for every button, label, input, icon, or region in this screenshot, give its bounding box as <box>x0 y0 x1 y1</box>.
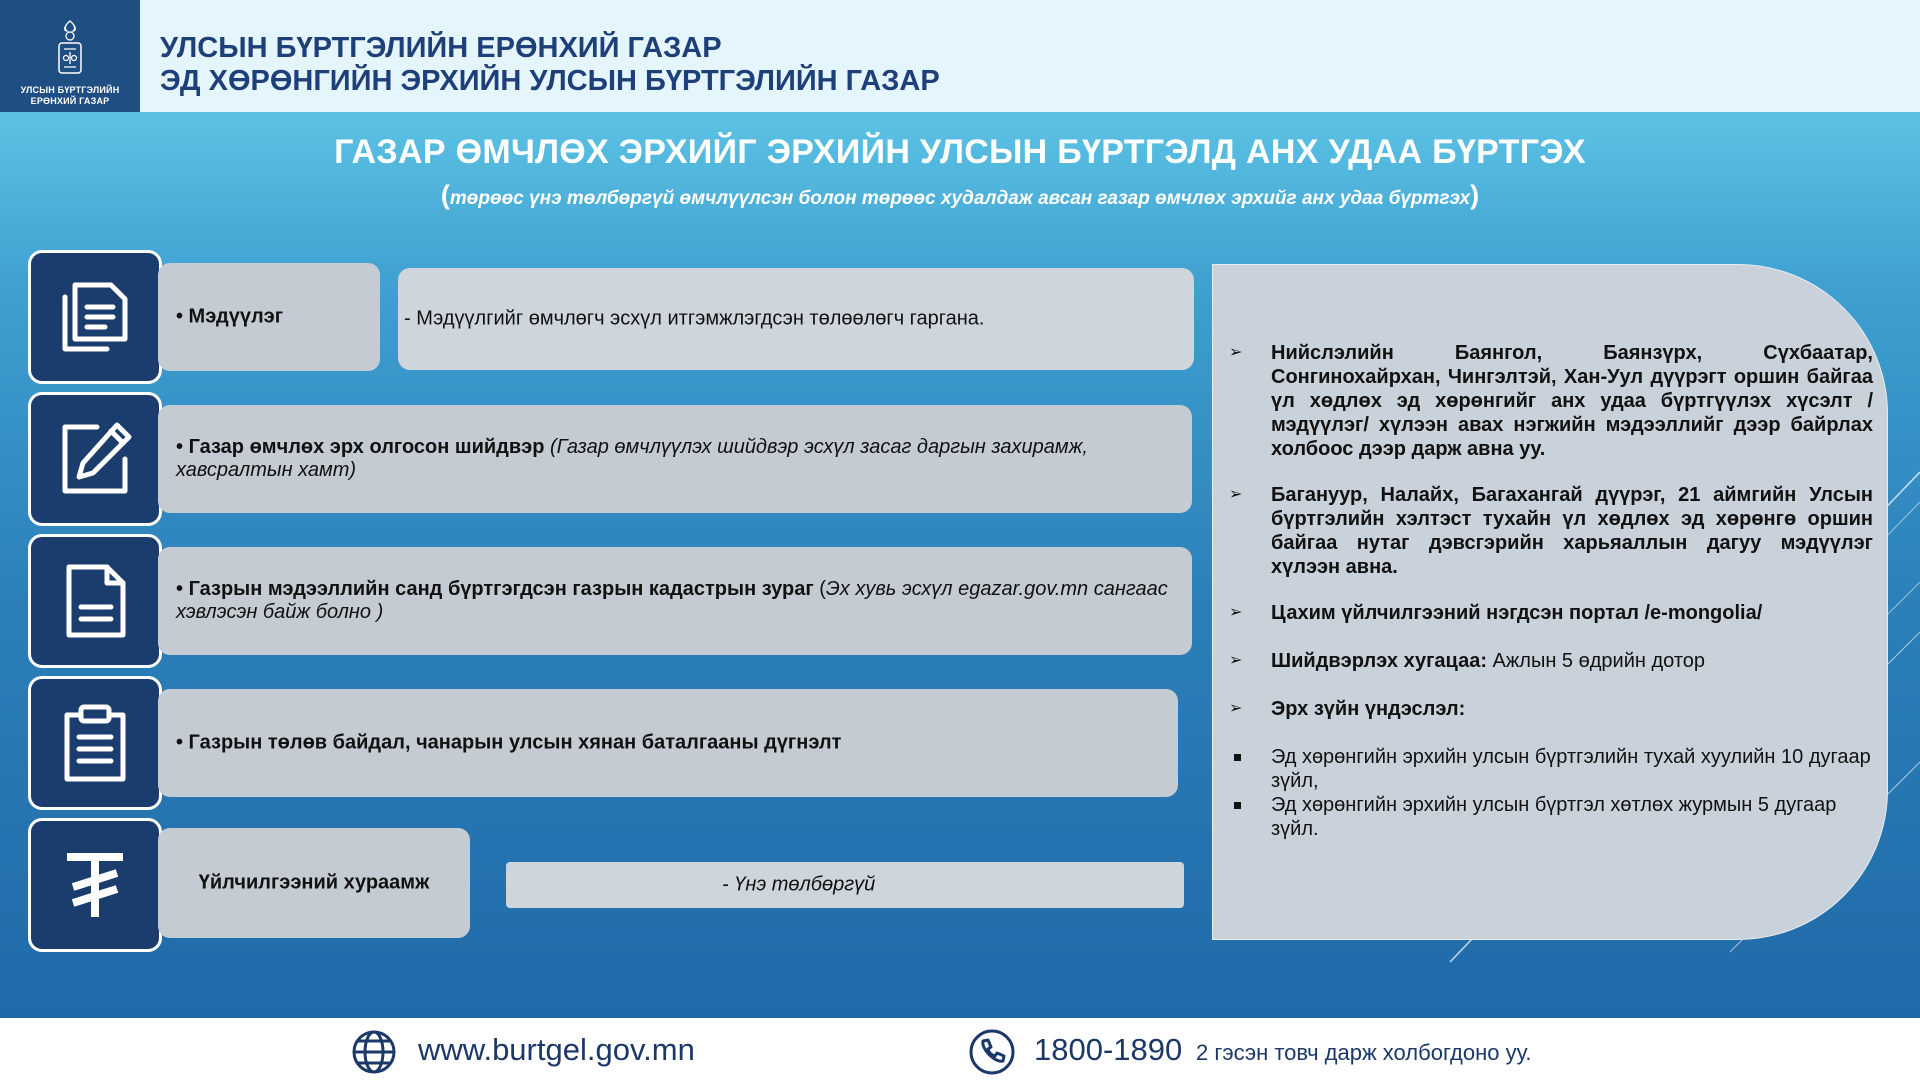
info-item-legal-basis: ➢ Эрх зүйн үндэслэл: <box>1229 698 1466 720</box>
requirement-land-decision-note: (Газар өмчлүүлэх шийдвэр эсхүл засаг даргын захирамж, хавсралтын хамт) <box>176 436 1088 481</box>
info-item-capital-districts: ➢ Нийслэлийн Баянгол, Баянзүрх, Сүхбаатар, Сонгинохайрхан, Чингэлтэй, Хан-Уул дүүрэгт оршин байгаа үл хөдлөх эд хөрөнгийг анх удаа бүртгүүлэх хүсэлт /мэдүүлэг/ хүлээн авах нэгжийн мэдээллийг дээр байрлах холбоос дээр дарж авна уу. <box>1229 342 1873 460</box>
page-title: ГАЗАР ӨМЧЛӨХ ЭРХИЙГ ЭРХИЙН УЛСЫН БҮРТГЭЛД АНХ УДАА БҮРТГЭХ <box>334 133 1586 171</box>
requirement-detail-application: - Мэдүүлгийг өмчлөгч эсхүл итгэмжлэгдсэн төлөөлөгч гаргана. <box>398 268 1194 370</box>
requirement-land-decision: • Газар өмчлөх эрх олгосон шийдвэр (Газар өмчлүүлэх шийдвэр эсхүл засаг даргын захирамж, хавсралтын хамт) <box>158 405 1192 513</box>
requirement-cadastral-map-label: Газрын мэдээллийн санд бүртгэгдсэн газрын кадастрын зураг <box>188 578 814 600</box>
arrow-bullet-icon: ➢ <box>1229 344 1243 361</box>
documents-icon <box>53 275 137 359</box>
clipboard-icon <box>53 701 137 785</box>
globe-icon <box>350 1028 398 1076</box>
service-fee-detail: - Үнэ төлбөргүй <box>506 862 1184 908</box>
arrow-bullet-icon: ➢ <box>1229 604 1243 621</box>
tugrik-icon <box>53 843 137 927</box>
website-link[interactable]: www.burtgel.gov.mn <box>418 1032 695 1067</box>
arrow-bullet-icon: ➢ <box>1229 486 1243 503</box>
header <box>0 0 1920 126</box>
logo-text: УЛСЫН БҮРТГЭЛИЙН ЕРӨНХИЙ ГАЗАР <box>20 85 120 106</box>
agency-logo[interactable] <box>0 0 140 126</box>
page-subtitle: (төрөөс үнэ төлбөргүй өмчлүүлсэн болон төрөөс худалдаж авсан газар өмчлөх эрхийг анх удаа бүртгэх) <box>440 180 1480 210</box>
arrow-bullet-icon: ➢ <box>1229 652 1243 669</box>
requirement-cadastral-map: • Газрын мэдээллийн санд бүртгэгдсэн газрын кадастрын зураг (Эх хувь эсхүл egazar.gov.mn сангаас хэвлэсэн байж болно ) <box>158 547 1192 655</box>
footer <box>0 1018 1920 1080</box>
org-title-line2: ЭД ХӨРӨНГИЙН ЭРХИЙН УЛСЫН БҮРТГЭЛИЙН ГАЗАР <box>160 65 940 97</box>
square-bullet-icon <box>1234 802 1241 809</box>
file-icon <box>53 559 137 643</box>
phone-note: 2 гэсэн товч дарж холбогдоно уу. <box>1196 1040 1532 1065</box>
service-fee-label-box <box>158 828 470 938</box>
page-title-block <box>0 133 1920 211</box>
org-title-line1: УЛСЫН БҮРТГЭЛИЙН ЕРӨНХИЙ ГАЗАР <box>160 32 722 64</box>
arrow-bullet-icon: ➢ <box>1229 700 1243 717</box>
requirement-land-decision-label: Газар өмчлөх эрх олгосон шийдвэр <box>188 436 545 458</box>
phone-number[interactable]: 1800-1890 <box>1034 1032 1183 1067</box>
legal-ref-1: Эд хөрөнгийн эрхийн улсын бүртгэлийн тухай хуулийн 10 дугаар зүйл, <box>1229 745 1873 793</box>
tugrik-icon-box <box>28 818 162 952</box>
soyombo-emblem-icon <box>55 19 85 77</box>
clipboard-icon-box <box>28 676 162 810</box>
phone-icon <box>968 1028 1016 1076</box>
legal-ref-2: Эд хөрөнгийн эрхийн улсын бүртгэл хөтлөх журмын 5 дугаар зүйл. <box>1229 793 1873 841</box>
requirement-label-application: • Мэдүүлэг <box>158 263 380 371</box>
info-item-e-mongolia[interactable]: ➢ Цахим үйлчилгээний нэгдсэн портал /e-mongolia/ <box>1229 602 1763 624</box>
requirement-cadastral-map-note: Эх хувь эсхүл egazar.gov.mn сангаас хэвлэсэн байж болно ) <box>176 578 1168 623</box>
documents-icon-box <box>28 250 162 384</box>
square-bullet-icon <box>1234 754 1241 761</box>
info-panel <box>1212 264 1888 940</box>
requirement-land-quality-report: • Газрын төлөв байдал, чанарын улсын хянан баталгааны дүгнэлт <box>158 689 1178 797</box>
info-item-provinces: ➢ Багануур, Налайх, Багахангай дүүрэг, 21 аймгийн Улсын бүртгэлийн хэлтэст тухайн үл хөдлөх эд хөрөнгө оршин байгаа нутаг дэвсгэрийн харьяаллын дагуу мэдүүлэг хүлээн авна. <box>1229 484 1873 578</box>
service-fee-label: Үйлчилгээний хураамж <box>198 871 430 894</box>
pen-edit-icon-box <box>28 392 162 526</box>
file-icon-box <box>28 534 162 668</box>
org-title <box>160 32 940 98</box>
info-item-processing-time: ➢ Шийдвэрлэх хугацаа: Ажлын 5 өдрийн дотор <box>1229 650 1705 672</box>
pen-edit-icon <box>53 417 137 501</box>
